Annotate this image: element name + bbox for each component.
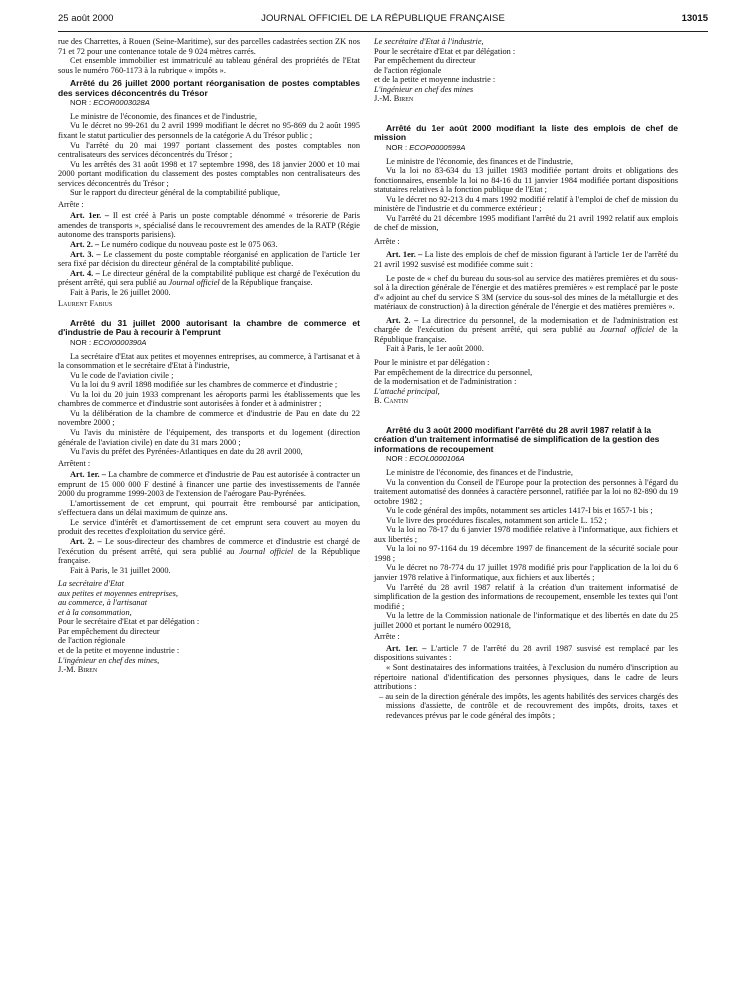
article-text: Il est créé à Paris un poste comptable dénommé « trésorerie de Paris amendes de transports », spécialisé dans le recouvrement des amendes de la RATP (Régie autonome des transports parisiens).: [58, 211, 360, 240]
fait-a-paris: Fait à Paris, le 26 juillet 2000.: [70, 287, 171, 297]
article-label: Art. 2. –: [70, 536, 102, 546]
body-paragraph: Vu l'arrêté du 28 avril 1987 relatif à la création d'un traitement informatisé de simplification de la gestion des informations de recoupement, ensemble les textes qui l'ont modifié ;: [374, 582, 678, 611]
body-paragraph: Sur le rapport du directeur général de la comptabilité publique,: [70, 188, 280, 198]
nor-code: ECOI0000390A: [93, 338, 147, 348]
signature-line: au commerce, à l'artisanat: [58, 598, 148, 608]
article-label: Art. 4. –: [70, 268, 100, 278]
intro-paragraph: rue des Charrettes, à Rouen (Seine-Maritime), sur des parcelles cadastrées section ZK nos 71 et 72 pour une contenance totale de 9 024 mètres carrés.: [58, 37, 360, 56]
article-label: Art. 1er. –: [70, 470, 106, 480]
page-header: [58, 10, 708, 30]
body-paragraph: Vu les arrêtés des 31 août 1998 et 17 septembre 1998, des 18 janvier 2000 et 10 mai 2000 portant modification du classement des postes comptables non centralisateurs des services déconcentrés du Trésor ;: [58, 159, 360, 188]
body-paragraph: Le service d'intérêt et d'amortissement de cet emprunt sera couvert au moyen du produit des recettes d'exploitation du service géré.: [58, 517, 360, 537]
article-text: Le directeur général de la comptabilité publique est chargé de l'exécution du présent arrêté, qui sera publié au: [58, 268, 360, 288]
right-column: [374, 37, 678, 720]
article-paragraph: [58, 250, 360, 269]
signature-line: aux petites et moyennes entreprises,: [58, 588, 178, 598]
body-paragraph: La secrétaire d'Etat aux petites et moyennes entreprises, au commerce, à l'artisanat et à la consommation et le secrétaire d'Etat à l'industrie,: [58, 351, 360, 371]
article-paragraph: [58, 211, 360, 240]
body-paragraph: Vu la loi no 78-17 du 6 janvier 1978 modifiée relative à l'informatique, aux fichiers et aux libertés ;: [374, 525, 678, 544]
journal-officiel-ref: Journal officiel: [600, 325, 655, 335]
article-text: La liste des emplois de chef de mission figurant à l'article 1er de l'arrêté du 21 avril 1992 susvisé est modifiée comme suit :: [374, 250, 678, 270]
signature-line: Pour le secrétaire d'Etat et par délégation :: [374, 46, 516, 56]
signature-line: Par empêchement de la directrice du personnel,: [374, 367, 533, 377]
article-text: de la République française.: [374, 325, 678, 344]
body-paragraph: Vu le décret no 99-261 du 2 avril 1999 modifiant le décret no 95-869 du 2 août 1995 fixant le statut particulier des personnels de la catégorie A du Trésor public ;: [58, 121, 360, 141]
body-paragraph: Vu l'arrêté du 20 mai 1997 portant classement des postes comptables non centralisateurs des services déconcentrés du Trésor ;: [58, 140, 360, 160]
body-paragraph: Vu le code général des impôts, notamment ses articles 1417-I bis et 1657-1 bis ;: [386, 506, 653, 516]
article-label: Art. 3. –: [70, 249, 101, 259]
nor-code: ECOL0000106A: [409, 454, 465, 464]
body-paragraph: « Sont destinataires des informations traitées, à l'exclusion du numéro d'inscription au répertoire national d'identification des personnes physiques, dans le cadre de leurs attributions :: [374, 662, 678, 692]
article-text: Le classement du poste comptable réorganisé en application de l'article 1er sera fixé par décision du directeur général de la comptabilité publique.: [58, 249, 360, 269]
arrete-heading: Arrête :: [374, 632, 400, 642]
signature-name: Laurent Fabius: [58, 299, 113, 309]
nor-code: ECOR0003028A: [93, 98, 150, 108]
body-paragraph: Vu la lettre de la Commission nationale de l'informatique et des libertés en date du 25 juillet 2000 et portant le numéro 002918,: [374, 611, 678, 630]
nor-reference: [374, 454, 678, 464]
article-text: Le numéro codique du nouveau poste est le 075 063.: [101, 240, 278, 250]
article-text: La chambre de commerce et d'industrie de Pau est autorisée à contracter un emprunt de 15 000 000 F destiné à financer une partie des investissements de l'année 2000 du programme 1999-2003 de l'extension de l'aérogare Pau-Pyrénées.: [58, 470, 360, 499]
header-date: 25 août 2000: [58, 13, 114, 24]
signature-line: Par empêchement du directeur: [374, 56, 476, 66]
signature-line: et de la petite et moyenne industrie :: [58, 646, 180, 655]
body-paragraph: Le ministre de l'économie, des finances et de l'industrie,: [70, 111, 257, 121]
arrete-heading: Arrête :: [58, 199, 84, 209]
signature-name: J.-M. Biren: [374, 94, 414, 104]
signature-line: de l'action régionale: [374, 65, 442, 75]
body-paragraph: Vu l'avis du ministère de l'équipement, des transports et du logement (direction générale de l'aviation civile) en date du 31 mars 2000 ;: [58, 427, 360, 447]
article-paragraph: [58, 240, 360, 250]
body-paragraph: Vu l'arrêté du 21 décembre 1995 modifiant l'arrêté du 21 avril 1992 relatif aux emplois de chef de mission,: [374, 213, 678, 233]
signature-line: L'attaché principal,: [374, 386, 440, 396]
signature-line: et à la consommation,: [58, 607, 132, 617]
journal-title: JOURNAL OFFICIEL DE LA RÉPUBLIQUE FRANÇAISE: [261, 13, 505, 24]
signature-line: Le secrétaire d'Etat à l'industrie,: [374, 37, 484, 46]
nor-reference: [58, 98, 360, 108]
signature-name: J.-M. Biren: [58, 665, 98, 675]
article-text: de la République française.: [221, 278, 313, 288]
article-text: La directrice du personnel, de la modernisation et de l'administration est chargée de l'exécution du présent arrêté, qui sera publié au: [374, 315, 678, 335]
signature-line: La secrétaire d'Etat: [58, 579, 124, 589]
arrete-heading: Arrêtent :: [58, 458, 91, 468]
signature-name: B. Cantin: [374, 396, 408, 406]
signature-line: de l'action régionale: [58, 636, 126, 646]
body-paragraph: Le poste de « chef du bureau du sous-sol au service des matières premières et du sous-sol à la direction générale de l'énergie et des matières premières » est remplacé par le poste d'« adjoint au chef du service S 3M (service du sous-sol des mines de la métallurgie et des matériaux de construction) à la direction générale de l'énergie et des matières premières ».: [374, 273, 678, 312]
body-paragraph: L'amortissement de cet emprunt, qui pourrait être remboursé par anticipation, s'effectuera dans un délai maximum de quinze ans.: [58, 498, 360, 518]
body-paragraph: Vu la délibération de la chambre de commerce et d'industrie de Pau en date du 22 novembre 2000 ;: [58, 408, 360, 428]
body-paragraph: Vu la loi no 97-1164 du 19 décembre 1997 de financement de la sécurité sociale pour 1998 ;: [374, 544, 678, 563]
article-text: Le sous-directeur des chambres de commerce et d'industrie est chargé de l'exécution du présent arrêté, qui sera publié au: [58, 536, 360, 556]
body-paragraph: Vu le code de l'aviation civile ;: [70, 370, 174, 380]
decree-title: Arrêté du 1er août 2000 modifiant la liste des emplois de chef de mission: [374, 122, 678, 143]
signature-line: Pour le ministre et par délégation :: [374, 357, 490, 367]
article-label: Art. 2. –: [386, 315, 419, 325]
decree-title: Arrêté du 26 juillet 2000 portant réorganisation de postes comptables des services déconcentrés du Trésor: [58, 78, 360, 98]
article-paragraph: [58, 269, 360, 288]
body-paragraph: Vu le décret no 92-213 du 4 mars 1992 modifié relatif à l'emploi de chef de mission du ministère de l'industrie et du commerce extérieur ;: [374, 194, 678, 214]
page-number: 13015: [681, 13, 708, 24]
left-column: [58, 37, 360, 675]
body-paragraph: Vu l'avis du préfet des Pyrénées-Atlantiques en date du 28 avril 2000,: [70, 447, 303, 457]
body-paragraph: Le ministre de l'économie, des finances et de l'industrie,: [386, 468, 573, 478]
fait-a-paris: Fait à Paris, le 31 juillet 2000.: [70, 565, 171, 575]
article-label: Art. 1er. –: [386, 643, 427, 653]
article-text: de la République française.: [58, 546, 360, 566]
signature-line: L'ingénieur en chef des mines,: [58, 655, 160, 665]
nor-label: NOR :: [386, 454, 408, 464]
body-paragraph: Vu le décret no 78-774 du 17 juillet 1978 modifié pris pour l'application de la loi du 6 janvier 1978 relative à l'informatique, aux fichiers et aux libertés ;: [374, 563, 678, 583]
signature-line: L'ingénieur en chef des mines: [374, 84, 474, 94]
decree-title: Arrêté du 3 août 2000 modifiant l'arrêté du 28 avril 1987 relatif à la création d'un traitement informatisé de simplification de la gestion des informations de recoupement: [374, 424, 660, 454]
journal-officiel-ref: Journal officiel: [239, 546, 294, 556]
body-paragraph: Vu la loi du 20 juin 1933 comprenant les aéroports parmi les établissements que les chambres de commerce et d'industrie sont autorisées à fonder et à administrer ;: [58, 389, 360, 409]
article-label: Art. 1er. –: [386, 250, 423, 260]
body-paragraph: Vu la convention du Conseil de l'Europe pour la protection des personnes à l'égard du traitement automatisé des données à caractère personnel, ratifiée par la loi no 82-890 du 19 octobre 1982 ;: [374, 477, 678, 506]
body-paragraph: Vu le livre des procédures fiscales, notamment son article L. 152 ;: [386, 515, 607, 525]
article-paragraph: [374, 644, 678, 663]
nor-label: NOR :: [386, 143, 408, 153]
signature-line: de la modernisation et de l'administration :: [374, 377, 517, 387]
body-paragraph: Le ministre de l'économie, des finances et de l'industrie,: [386, 156, 573, 166]
nor-label: NOR :: [70, 338, 92, 348]
nor-code: ECOP0000599A: [409, 143, 466, 153]
fait-a-paris: Fait à Paris, le 1er août 2000.: [386, 344, 484, 354]
nor-reference: [374, 143, 678, 153]
article-label: Art. 1er. –: [70, 211, 110, 221]
body-paragraph: Vu la loi no 83-634 du 13 juillet 1983 modifiée portant droits et obligations des fonctionnaires, ensemble la loi no 84-16 du 11 janvier 1984 modifiée portant dispositions statutaires relatives à la fonction publique de l'Etat ;: [374, 166, 678, 195]
article-paragraph: [374, 250, 678, 269]
signature-line: Pour le secrétaire d'Etat et par délégation :: [58, 617, 200, 627]
body-paragraph: Vu la loi du 9 avril 1898 modifiée sur les chambres de commerce et d'industrie ;: [70, 380, 338, 390]
article-text: L'article 7 de l'arrêté du 28 avril 1987 susvisé est remplacé par les dispositions suivantes :: [374, 643, 678, 663]
arrete-heading: Arrête :: [374, 236, 400, 246]
article-paragraph: [58, 470, 360, 499]
list-item: – au sein de la direction générale des impôts, les agents habilités des services chargés des missions d'assiette, de contrôle et de recouvrement des impôts, droits, taxes et redevances prévus par le code général des impôts ;: [379, 691, 678, 720]
signature-line: Par empêchement du directeur: [58, 626, 160, 636]
nor-label: NOR :: [70, 98, 92, 108]
decree-title: Arrêté du 31 juillet 2000 autorisant la chambre de commerce et d'industrie de Pau à recourir à l'emprunt: [58, 317, 360, 338]
header-rule: [58, 31, 708, 32]
article-paragraph: [374, 316, 678, 345]
article-paragraph: [58, 537, 360, 566]
signature-line: et de la petite et moyenne industrie :: [374, 75, 496, 85]
journal-officiel-ref: Journal officiel: [168, 278, 220, 288]
article-label: Art. 2. –: [70, 240, 100, 250]
nor-reference: [58, 338, 360, 348]
intro-paragraph: Cet ensemble immobilier est immatriculé au tableau général des propriétés de l'Etat sous le numéro 760-1173 à la rubrique « impôts ».: [58, 56, 360, 75]
